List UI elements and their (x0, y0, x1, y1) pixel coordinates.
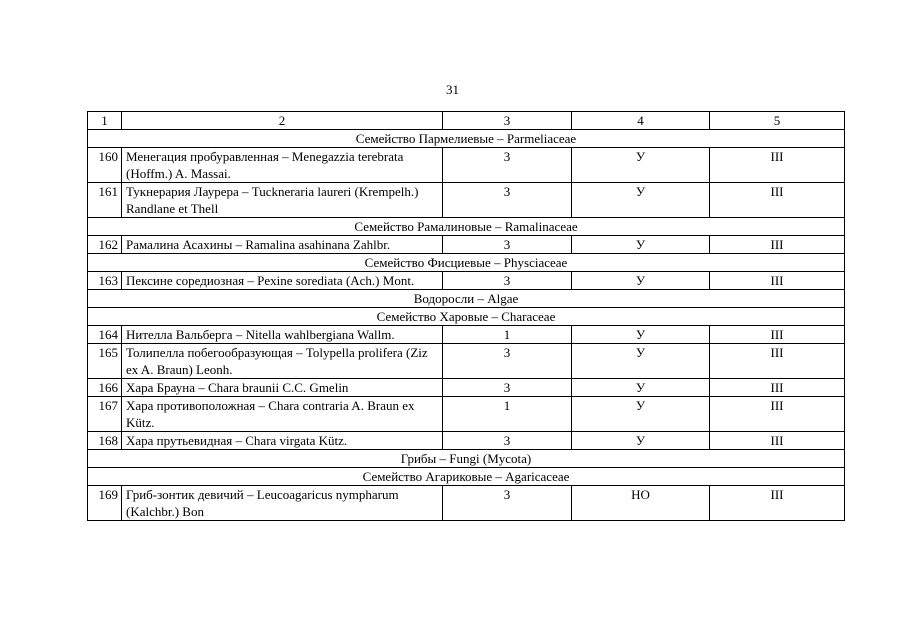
col-5-cell: III (710, 379, 845, 397)
header-col-2: 2 (122, 112, 443, 130)
col-3-cell: 3 (443, 379, 572, 397)
species-name-cell: Нителла Вальберга – Nitella wahlbergiana Wallm. (122, 326, 443, 344)
row-number-cell: 162 (88, 236, 122, 254)
col-5-cell: III (710, 272, 845, 290)
section-row (88, 468, 845, 486)
col-5-cell: III (710, 326, 845, 344)
col-3-cell: 1 (443, 326, 572, 344)
species-name-cell: Хара Брауна – Chara braunii C.C. Gmelin (122, 379, 443, 397)
table-row (88, 379, 845, 397)
species-name-cell: Тукнерария Лаурера – Tuckneraria laureri (Krempelh.) Randlane et Thell (122, 183, 443, 218)
species-table (87, 111, 845, 521)
species-name-cell: Пексине соредиозная – Pexine sorediata (Ach.) Mont. (122, 272, 443, 290)
table-header-row (88, 112, 845, 130)
section-title: Семейство Фисциевые – Physciaceae (88, 254, 845, 272)
col-3-cell: 1 (443, 397, 572, 432)
section-title: Семейство Пармелиевые – Parmeliaceae (88, 130, 845, 148)
col-5-cell: III (710, 148, 845, 183)
col-3-cell: 3 (443, 148, 572, 183)
row-number-cell: 165 (88, 344, 122, 379)
col-3-cell: 3 (443, 272, 572, 290)
table-row (88, 326, 845, 344)
species-name-cell: Хара противоположная – Chara contraria A. Braun ex Kütz. (122, 397, 443, 432)
table-row (88, 397, 845, 432)
table-row (88, 486, 845, 521)
col-4-cell: У (572, 236, 710, 254)
section-title: Семейство Рамалиновые – Ramalinaceae (88, 218, 845, 236)
table-row (88, 432, 845, 450)
row-number-cell: 168 (88, 432, 122, 450)
row-number-cell: 163 (88, 272, 122, 290)
header-col-3: 3 (443, 112, 572, 130)
section-title: Семейство Харовые – Characeae (88, 308, 845, 326)
col-4-cell: У (572, 148, 710, 183)
section-row (88, 290, 845, 308)
row-number-cell: 166 (88, 379, 122, 397)
row-number-cell: 160 (88, 148, 122, 183)
col-4-cell: У (572, 183, 710, 218)
col-3-cell: 3 (443, 486, 572, 521)
header-col-4: 4 (572, 112, 710, 130)
row-number-cell: 167 (88, 397, 122, 432)
section-row (88, 254, 845, 272)
col-5-cell: III (710, 486, 845, 521)
col-5-cell: III (710, 432, 845, 450)
col-5-cell: III (710, 344, 845, 379)
table-row (88, 272, 845, 290)
col-4-cell: У (572, 344, 710, 379)
col-5-cell: III (710, 183, 845, 218)
col-3-cell: 3 (443, 432, 572, 450)
col-3-cell: 3 (443, 344, 572, 379)
col-3-cell: 3 (443, 236, 572, 254)
section-row (88, 308, 845, 326)
col-4-cell: У (572, 397, 710, 432)
row-number-cell: 164 (88, 326, 122, 344)
table-row (88, 344, 845, 379)
col-4-cell: У (572, 379, 710, 397)
col-5-cell: III (710, 397, 845, 432)
table-row (88, 183, 845, 218)
table-body (88, 130, 845, 521)
section-title: Семейство Агариковые – Agaricaceae (88, 468, 845, 486)
section-row (88, 130, 845, 148)
header-col-1: 1 (88, 112, 122, 130)
section-row (88, 450, 845, 468)
table-row (88, 148, 845, 183)
col-4-cell: У (572, 272, 710, 290)
species-name-cell: Гриб-зонтик девичий – Leucoagaricus nympharum (Kalchbr.) Bon (122, 486, 443, 521)
section-title: Грибы – Fungi (Mycota) (88, 450, 845, 468)
species-name-cell: Толипелла побегообразующая – Tolypella prolifera (Ziz ex A. Braun) Leonh. (122, 344, 443, 379)
table-row (88, 236, 845, 254)
species-name-cell: Хара прутьевидная – Chara virgata Kütz. (122, 432, 443, 450)
section-title: Водоросли – Algae (88, 290, 845, 308)
species-name-cell: Рамалина Асахины – Ramalina asahinana Zahlbr. (122, 236, 443, 254)
header-col-5: 5 (710, 112, 845, 130)
row-number-cell: 169 (88, 486, 122, 521)
col-4-cell: НО (572, 486, 710, 521)
col-4-cell: У (572, 432, 710, 450)
col-4-cell: У (572, 326, 710, 344)
page-number: 31 (446, 82, 459, 97)
row-number-cell: 161 (88, 183, 122, 218)
col-5-cell: III (710, 236, 845, 254)
species-name-cell: Менегация пробуравленная – Menegazzia terebrata (Hoffm.) A. Massai. (122, 148, 443, 183)
section-row (88, 218, 845, 236)
col-3-cell: 3 (443, 183, 572, 218)
